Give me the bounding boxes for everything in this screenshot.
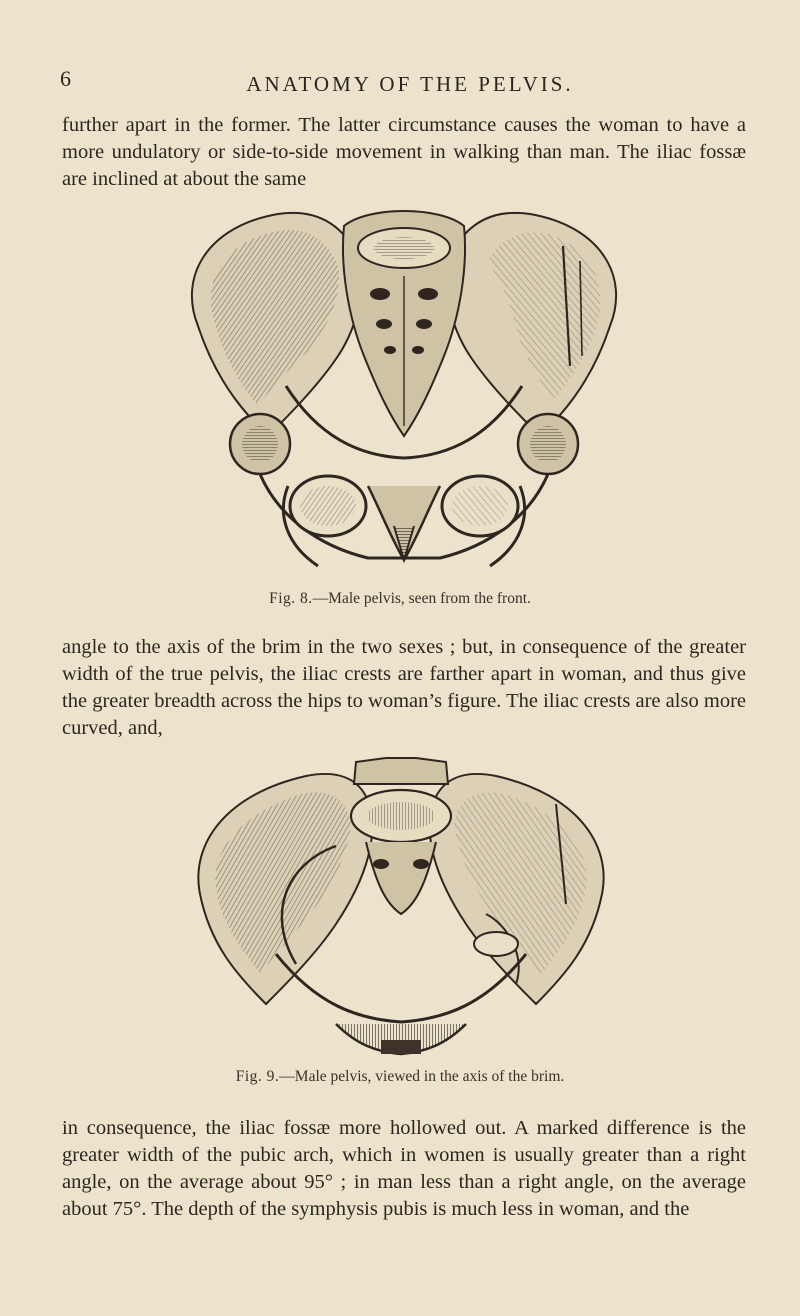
figure-8-caption-text: —Male pelvis, seen from the front.: [312, 590, 531, 607]
figure-9-caption-text: —Male pelvis, viewed in the axis of the brim.: [279, 1068, 565, 1085]
figure-9-label: Fig. 9.: [235, 1068, 280, 1085]
figure-8-illustration: [168, 186, 640, 578]
running-head: ANATOMY OF THE PELVIS.: [246, 72, 574, 96]
figure-9-caption: [0, 1068, 800, 1086]
pelvis-front-engraving: [168, 186, 640, 578]
pelvis-brim-engraving: [186, 754, 616, 1060]
page-number: 6: [60, 66, 71, 91]
paragraph-3: in consequence, the iliac fossæ more hollowed out. A marked difference is the greater width of the pubic arch, which in women is usually greater than a right angle, on the average about 95° ; in man less than a right angle, on the average about 75°. The depth of the symphysis pubis is much less in woman, and the: [62, 1117, 746, 1220]
figure-8-caption: [0, 590, 800, 608]
paragraph-2: angle to the axis of the brim in the two sexes ; but, in consequence of the greater width of the true pelvis, the iliac crests are farther apart in woman, and thus give the greater breadth across the hips to woman’s figure. The iliac crests are also more curved, and,: [62, 636, 746, 739]
paragraph-1: further apart in the former. The latter circumstance causes the woman to have a more undulatory or side-to-side movement in walking than man. The iliac fossæ are inclined at about the same: [62, 114, 746, 190]
figure-8-label: Fig. 8.: [269, 590, 313, 607]
figure-9-illustration: [186, 754, 616, 1060]
